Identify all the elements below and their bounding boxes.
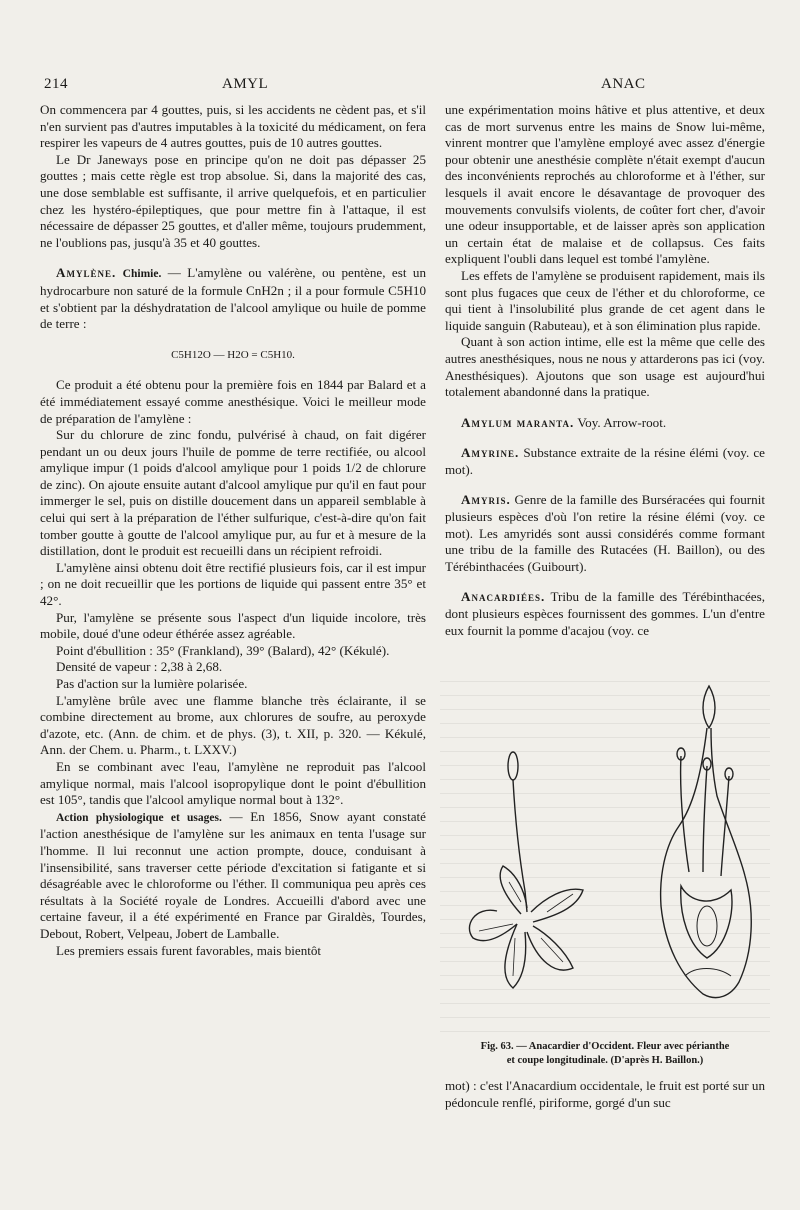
paragraph: Densité de vapeur : 2,38 à 2,68. bbox=[56, 659, 223, 675]
entry-amyrine bbox=[445, 445, 765, 478]
caption-line: Fig. 63. — Anacardier d'Occident. Fleur avec périanthe bbox=[480, 1041, 730, 1052]
entry-text: Substance extraite de la résine élémi (voy. ce mot). bbox=[445, 445, 765, 477]
headword: Amylène. bbox=[56, 265, 117, 281]
figure-anacardium-flower bbox=[455, 676, 765, 1011]
entry-text: Genre de la famille des Burséracées qui fournit plusieurs espèces d'où l'on retire la résine élémi (voy. ce mot). Les amyridés sont aussi considérés comme formant une tribu de la famille des Rutacées (H. Baillon), ou des Térébinthacées (Guibourt). bbox=[445, 492, 765, 574]
right-column bbox=[445, 102, 765, 639]
headword: Amylum maranta. bbox=[461, 414, 575, 430]
paragraph: Les premiers essais furent favorables, mais bientôt bbox=[56, 942, 322, 958]
left-column bbox=[40, 102, 426, 959]
running-head-right: ANAC bbox=[601, 76, 646, 92]
paragraph: Point d'ébullition : 35° (Frankland), 39° (Balard), 42° (Kékulé). bbox=[56, 642, 390, 658]
paragraph: Quant à son action intime, elle est la même que celle des autres anesthésiques, nous ne nous y attarderons pas ici (voy. Anesthésiques). Ajoutons que son usage est aujourd'hui totalement abandonné dans la pratique. bbox=[445, 334, 765, 400]
headword: Amyris. bbox=[461, 492, 511, 508]
paragraph: Sur du chlorure de zinc fondu, pulvérisé à chaud, on fait digérer pendant un ou deux jours l'huile de pomme de terre rectifiée, ou alcool amylique impur (1 poids d'alcool amylique pour 1 poids 1/2 de chlorure de zinc). On ajoute ensuite autant d'alcool amylique pur qu'il en faut pour immerger le sel, puis on distille doucement dans un appareil semblable à celui qui sert à la préparation de l'éther sulfurique, c'est-à-dire qu'on fait tomber goutte à goutte de l'alcool amylique pur, au fur et à mesure de la distillation, dont le produit est recueilli dans un récipient refroidi. bbox=[40, 427, 426, 559]
paragraph: Pur, l'amylène se présente sous l'aspect d'un liquide incolore, très mobile, doué d'une odeur éthérée assez agréable. bbox=[40, 609, 426, 642]
flower-with-perianth bbox=[469, 752, 583, 988]
chemical-formula: C5H12O — H2O = C5H10. bbox=[171, 348, 295, 361]
paragraph: En se combinant avec l'eau, l'amylène ne reproduit pas l'alcool amylique normal, mais l'alcool isopropylique dont le point d'ébullition est 105°, tandis que l'alcool amylique normal bout à 132°. bbox=[40, 758, 426, 808]
paragraph: Les effets de l'amylène se produisent rapidement, mais ils sont plus fugaces que ceux de l'éther et du chloroforme, ce qui tient à l'insolubilité plus grande de cet agent dans le liquide sanguin (Rabuteau), et à son élimination plus rapide. bbox=[445, 267, 765, 333]
paragraph-action bbox=[40, 809, 426, 943]
entry-amyris bbox=[445, 492, 765, 575]
paragraph: mot) : c'est l'Anacardium occidentale, le fruit est porté sur un pédoncule renflé, piriforme, gorgé d'un suc bbox=[445, 1078, 765, 1110]
running-head-left: AMYL bbox=[222, 76, 269, 92]
continuation-text bbox=[445, 1078, 765, 1111]
subheading: Chimie. bbox=[122, 268, 162, 281]
paragraph: une expérimentation moins hâtive et plus attentive, et deux cas de mort survenus entre les mains de Snow lui-même, vinrent montrer que l'amylène employé avec assez d'énergie pour obtenir une anesthésie complète n'était exempt d'aucun des inconvénients reprochés au chloroforme et à l'éther, sur lesquels il avait encore le désavantage de provoquer des mouvements convulsifs violents, de coûter fort cher, d'avoir une odeur insupportable, et de laisser après son application un certain état de malaise et de collapsus. Ces faits expliquent l'oubli dans lequel est tombé l'amylène. bbox=[445, 102, 765, 267]
entry-anacardiees bbox=[445, 589, 765, 639]
caption-line: et coupe longitudinale. (D'après H. Baillon.) bbox=[506, 1055, 704, 1066]
flower-illustration bbox=[455, 676, 765, 1011]
paragraph: Le Dr Janeways pose en principe qu'on ne doit pas dépasser 25 gouttes ; mais cette règle est trop absolue. Si, dans la majorité des cas, une dose semblable est suffisante, il arrive quelquefois, et en particulier chez les hystéro-épileptiques, que pour mettre fin à l'attaque, il est nécessaire de dépasser 25 gouttes, et d'aller même, toujours prudemment, ne l'oublions pas, jusqu'à 35 et 40 gouttes. bbox=[40, 151, 426, 250]
paragraph: Pas d'action sur la lumière polarisée. bbox=[56, 676, 248, 691]
longitudinal-section bbox=[661, 686, 752, 998]
entry-text: — L'amylène ou valérène, ou pentène, est un hydrocarbure non saturé de la formule CnH2n ; il a pour formule C5H10 et s'obtient par la déshydratation de l'alcool amylique ou huile de pomme de terre : bbox=[40, 265, 426, 332]
paragraph: On commencera par 4 gouttes, puis, si les accidents ne cèdent pas, et s'il n'en survient pas d'autres imputables à la toxicité du médicament, on fera respirer les vapeurs de 4 autres gouttes, puis de 10 autres gouttes. bbox=[40, 102, 426, 151]
headword: Anacardiées. bbox=[461, 589, 546, 605]
entry-text: Tribu de la famille des Térébinthacées, dont plusieurs espèces fournissent des gommes. L'un d'entre eux fournit la pomme d'acajou (voy. ce bbox=[445, 589, 765, 638]
subheading: Action physiologique et usages. bbox=[56, 811, 222, 824]
entry-amylum-maranta bbox=[445, 415, 765, 432]
figure-caption bbox=[445, 1040, 765, 1068]
paragraph: L'amylène ainsi obtenu doit être rectifié plusieurs fois, car il est impur ; on ne doit recueillir que les portions de liquide qui passent entre 35° et 42°. bbox=[40, 559, 426, 609]
headword: Amyrine. bbox=[461, 445, 520, 461]
paragraph: L'amylène brûle avec une flamme blanche très éclairante, il se combine directement au brome, aux chlorures de soufre, au peroxyde d'azote, etc. (Ann. de chim. et de phys. (3), t. XII, p. 320. — Kékulé, Ann. der Chem. u. Pharm., t. LXXV.) bbox=[40, 692, 426, 758]
paragraph: Ce produit a été obtenu pour la première fois en 1844 par Balard et a été immédiatement essayé comme anesthésique. Voici le meilleur mode de préparation de l'amylène : bbox=[40, 377, 426, 426]
entry-amylene bbox=[40, 265, 426, 332]
paragraph-text: — En 1856, Snow ayant constaté l'action anesthésique de l'amylène sur les animaux en tenta l'usage sur l'homme. Il lui reconnut une action prompte, douce, conduisant à l'insensibilité, sans traverser cette période d'excitation si fatigante et si désagréable avec le chloroforme ou l'éther. Il communiqua peu après ces résultats à la Société royale de Londres. Accueilli d'abord avec une certaine faveur, il a été expérimenté en France par Giraldès, Tourdes, Debout, Robert, Velpeau, Jobert de Lamballe. bbox=[40, 808, 426, 941]
page-number: 214 bbox=[44, 76, 68, 92]
entry-text: Voy. Arrow-root. bbox=[577, 414, 667, 430]
